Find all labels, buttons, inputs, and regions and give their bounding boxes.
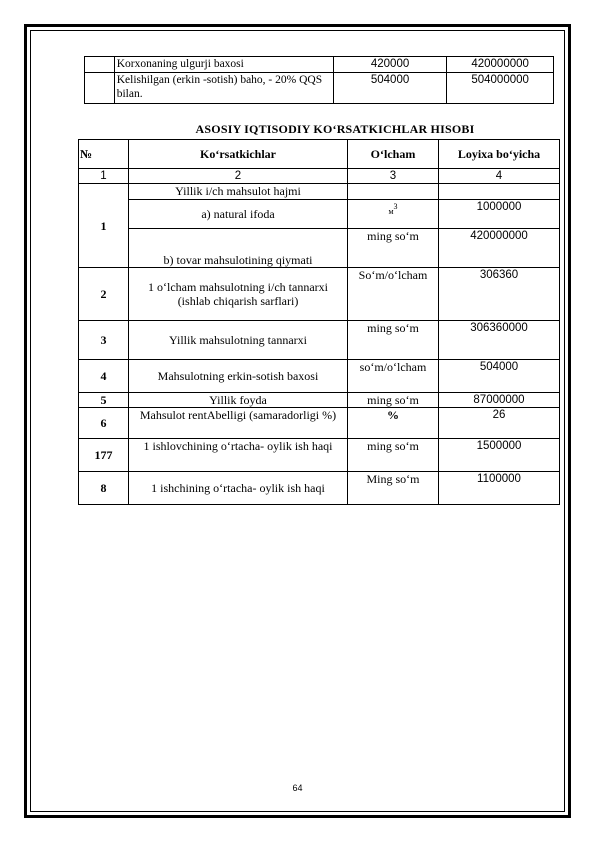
row-label: Mahsulot rentAbelligi (samaradorligi %) <box>129 408 348 439</box>
header-row <box>79 140 560 169</box>
row-label: Korxonaning ulgurji baxosi <box>114 57 333 73</box>
row-value: 504000000 <box>447 73 554 104</box>
table-row <box>79 472 560 505</box>
row-unit: Ming so‘m <box>348 472 439 505</box>
row-unit: ming so‘m <box>348 393 439 408</box>
row-label: 1 o‘lcham mahsulotning i/ch tannarxi (ishlab chiqarish sarflari) <box>129 268 348 321</box>
table-row <box>79 200 560 229</box>
row-value: 420000000 <box>447 57 554 73</box>
indicators-table <box>78 139 560 505</box>
row-label: 1 ishchining o‘rtacha- oylik ish haqi <box>129 472 348 505</box>
row-number: 177 <box>79 439 129 472</box>
column-header: № <box>79 140 129 169</box>
row-label: b) tovar mahsulotining qiymati <box>129 229 348 268</box>
row-number: 5 <box>79 393 129 408</box>
unit-superscript: 3 <box>393 202 398 211</box>
row-unit: so‘m/o‘lcham <box>348 360 439 393</box>
unit-text: м <box>388 207 394 216</box>
row-number: 4 <box>79 360 129 393</box>
column-header: Ko‘rsatkichlar <box>129 140 348 169</box>
row-label: Mahsulotning erkin-sotish baxosi <box>129 360 348 393</box>
row-value: 306360000 <box>439 321 560 360</box>
empty-cell <box>439 184 560 200</box>
row-number: 2 <box>79 268 129 321</box>
column-number: 2 <box>129 169 348 184</box>
row-value: 1100000 <box>439 472 560 505</box>
row-label: 1 ishlovchining o‘rtacha- oylik ish haqi <box>129 439 348 472</box>
row-value: 504000 <box>439 360 560 393</box>
table-row <box>79 408 560 439</box>
row-label: Yillik i/ch mahsulot hajmi <box>129 184 348 200</box>
table-row <box>85 73 554 104</box>
row-unit: % <box>348 408 439 439</box>
row-value: 306360 <box>439 268 560 321</box>
row-label: Yillik foyda <box>129 393 348 408</box>
row-value: 1500000 <box>439 439 560 472</box>
column-header: Loyixa bo‘yicha <box>439 140 560 169</box>
row-label: Kelishilgan (erkin -sotish) baho, - 20% QQS bilan. <box>114 73 333 104</box>
row-value: 420000000 <box>439 229 560 268</box>
table-row <box>79 184 560 200</box>
row-unit: ming so‘m <box>348 321 439 360</box>
row-value: 504000 <box>333 73 446 104</box>
table-row <box>79 229 560 268</box>
column-number: 4 <box>439 169 560 184</box>
row-unit: ming so‘m <box>348 439 439 472</box>
row-number: 8 <box>79 472 129 505</box>
table-row <box>79 393 560 408</box>
column-number: 1 <box>79 169 129 184</box>
table-row <box>79 360 560 393</box>
row-value: 26 <box>439 408 560 439</box>
row-unit <box>348 200 439 229</box>
row-label: Yillik mahsulotning tannarxi <box>129 321 348 360</box>
table-row <box>79 268 560 321</box>
empty-cell <box>85 73 115 104</box>
row-unit: So‘m/o‘lcham <box>348 268 439 321</box>
row-number: 1 <box>79 184 129 268</box>
row-value: 87000000 <box>439 393 560 408</box>
row-label: a) natural ifoda <box>129 200 348 229</box>
row-number: 6 <box>79 408 129 439</box>
page-number: 64 <box>292 783 303 793</box>
table-row <box>85 57 554 73</box>
section-title: ASOSIY IQTISODIY KO‘RSATKICHLAR HISOBI <box>195 122 475 136</box>
empty-cell <box>85 57 115 73</box>
row-unit: ming so‘m <box>348 229 439 268</box>
table-row <box>79 439 560 472</box>
column-number: 3 <box>348 169 439 184</box>
row-value: 1000000 <box>439 200 560 229</box>
column-number-row <box>79 169 560 184</box>
empty-cell <box>348 184 439 200</box>
table-row <box>79 321 560 360</box>
price-table <box>84 56 554 104</box>
row-value: 420000 <box>333 57 446 73</box>
row-number: 3 <box>79 321 129 360</box>
column-header: O‘lcham <box>348 140 439 169</box>
